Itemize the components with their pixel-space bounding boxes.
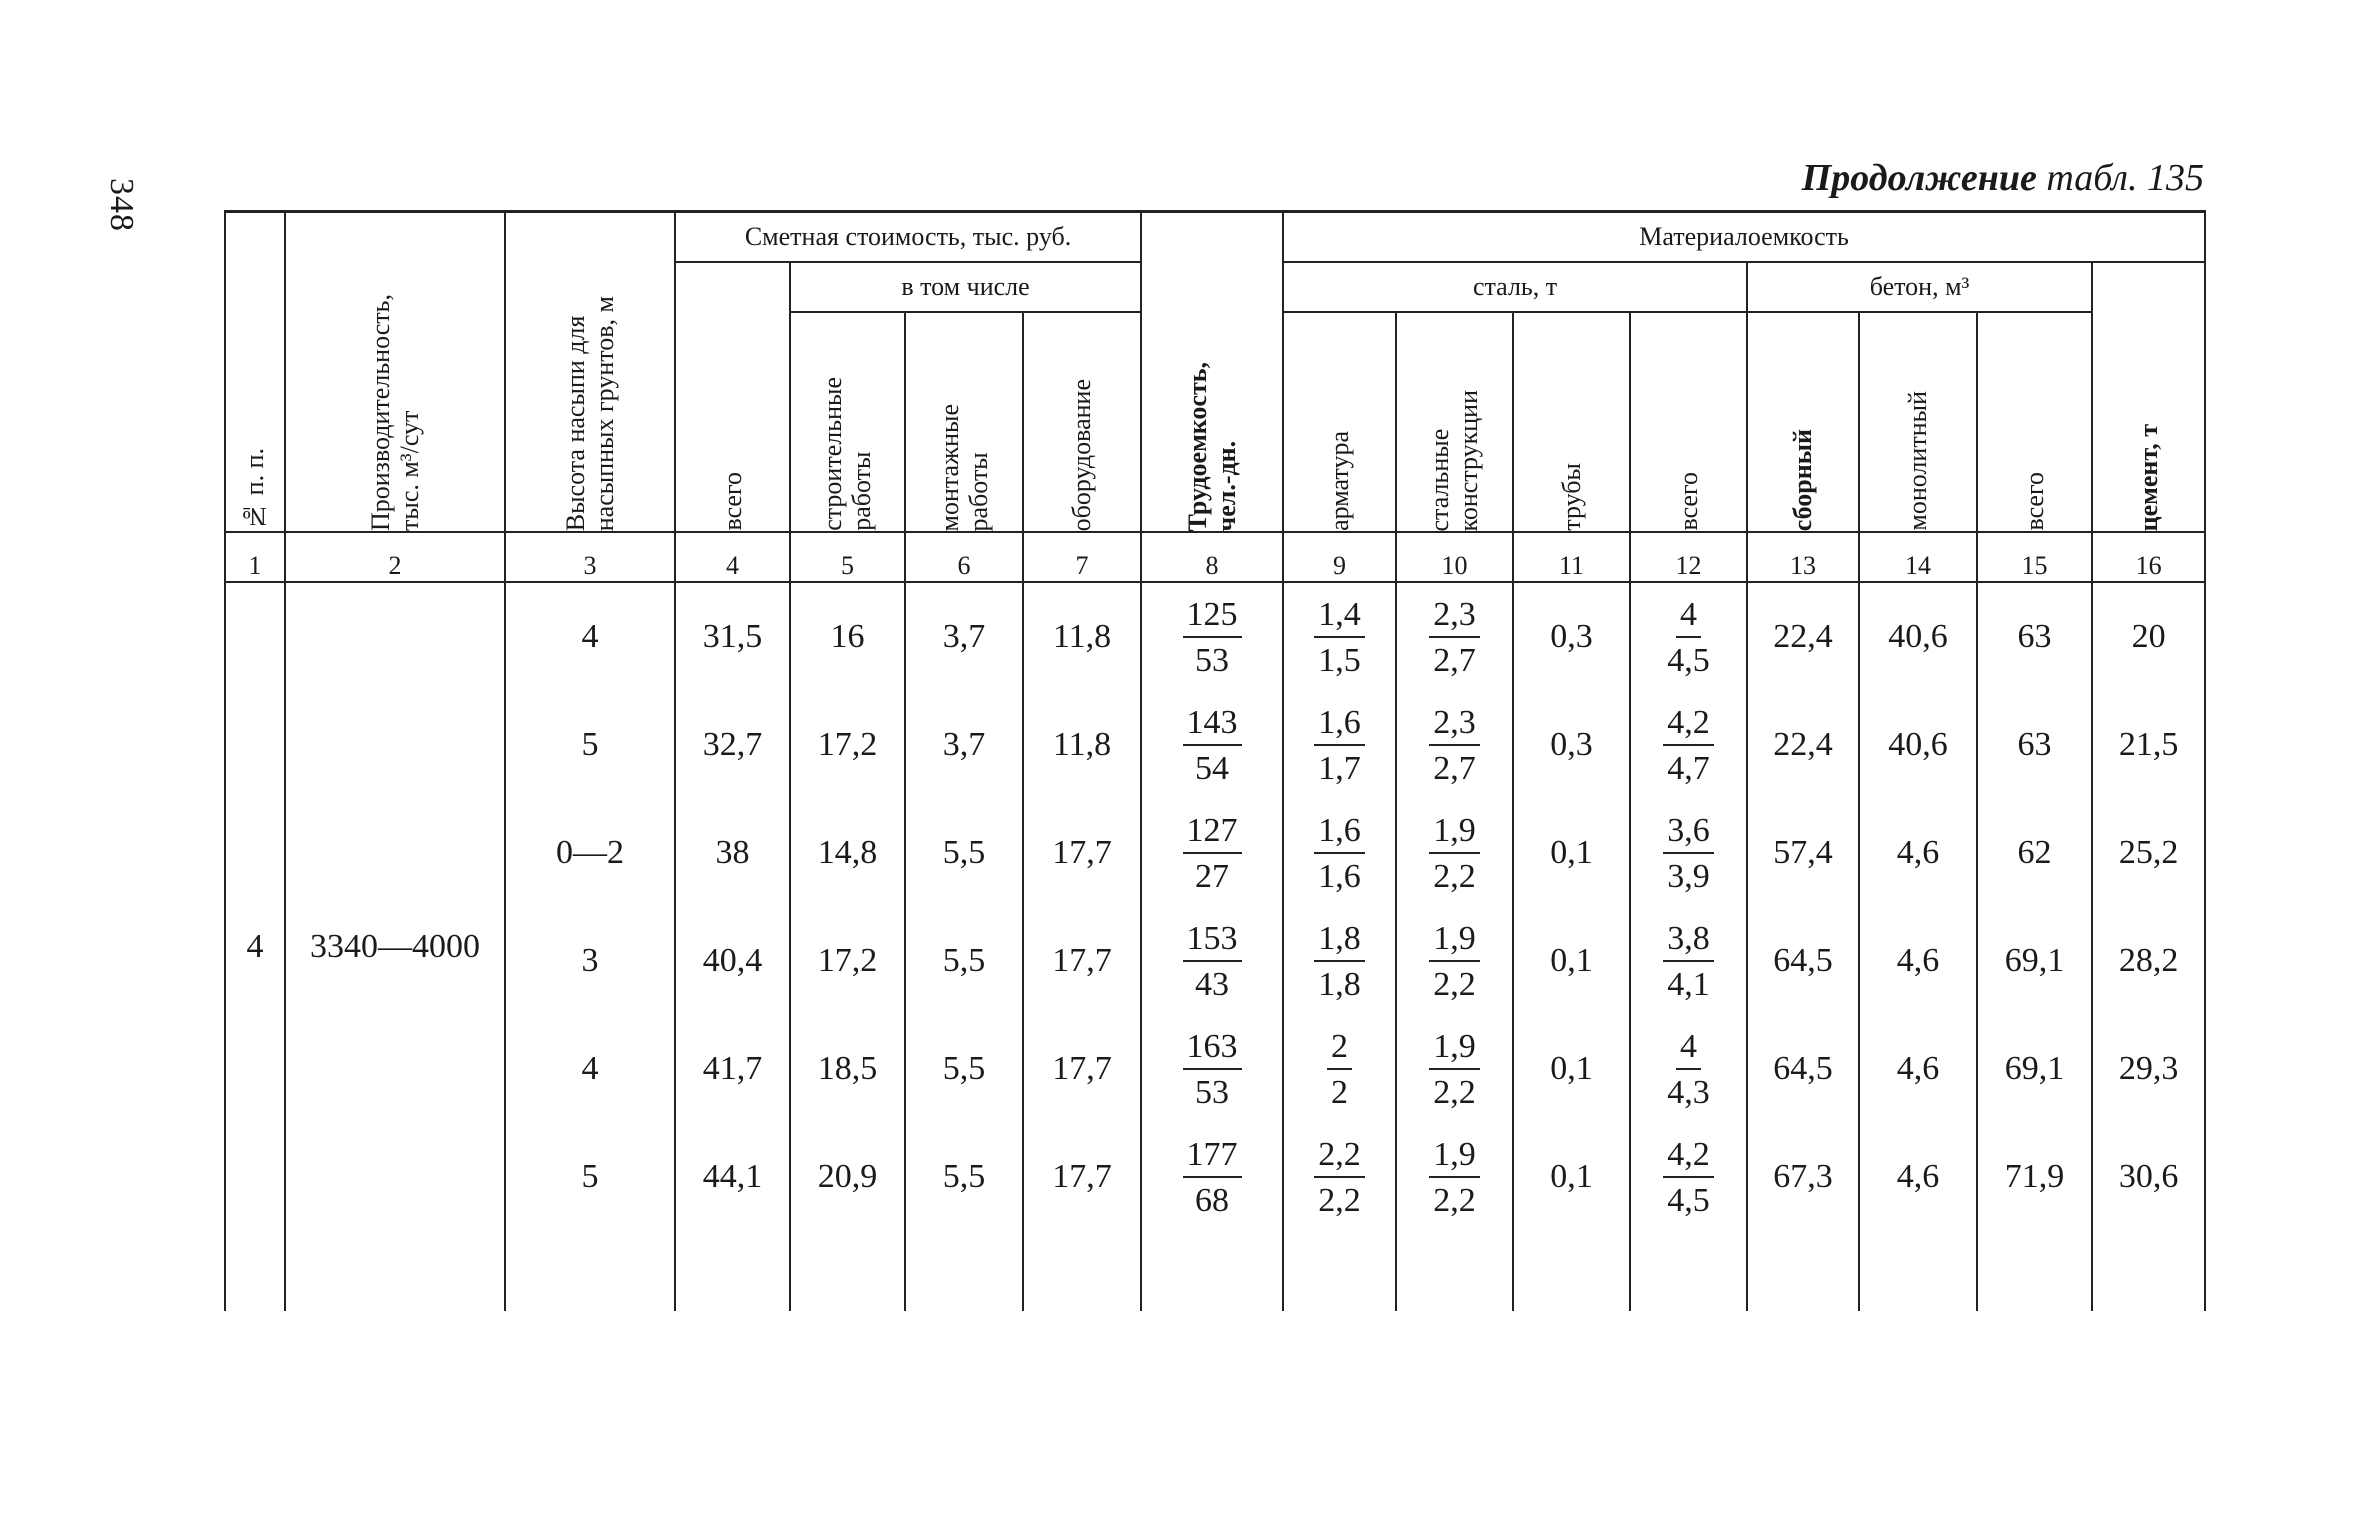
steel-structures-cell bbox=[1396, 1015, 1513, 1123]
height-cell: 0—2 bbox=[505, 799, 675, 907]
rebar-fraction-denominator: 1,6 bbox=[1318, 857, 1361, 895]
header-cost-total: всего bbox=[675, 262, 790, 532]
height-cell: 5 bbox=[505, 691, 675, 799]
steel-structures-fraction-denominator: 2,7 bbox=[1433, 749, 1476, 787]
concrete-total-cell: 71,9 bbox=[1977, 1123, 2092, 1231]
monolith-cell: 4,6 bbox=[1859, 1015, 1977, 1123]
header-pipes: трубы bbox=[1513, 312, 1630, 532]
labor-cell bbox=[1141, 1015, 1283, 1123]
labor-fraction-numerator: 125 bbox=[1183, 597, 1242, 638]
steel-total-cell bbox=[1630, 799, 1747, 907]
empty-cell bbox=[1023, 1231, 1141, 1311]
empty-cell bbox=[790, 1231, 905, 1311]
column-number: 11 bbox=[1513, 532, 1630, 582]
rebar-cell bbox=[1283, 1123, 1396, 1231]
header-subgroup-steel: сталь, т bbox=[1283, 262, 1747, 312]
empty-cell bbox=[675, 1231, 790, 1311]
labor-fraction-denominator: 27 bbox=[1195, 857, 1230, 895]
steel-total-cell bbox=[1630, 691, 1747, 799]
labor-fraction-denominator: 68 bbox=[1195, 1181, 1230, 1219]
steel-total-fraction bbox=[1663, 705, 1714, 786]
table-row bbox=[225, 1015, 2205, 1123]
rebar-fraction bbox=[1314, 921, 1365, 1002]
column-number: 4 bbox=[675, 532, 790, 582]
monolith-cell: 4,6 bbox=[1859, 1123, 1977, 1231]
precast-cell: 67,3 bbox=[1747, 1123, 1859, 1231]
rebar-fraction-denominator: 2 bbox=[1331, 1073, 1349, 1111]
equipment-cell: 11,8 bbox=[1023, 582, 1141, 691]
rebar-fraction bbox=[1314, 705, 1365, 786]
labor-fraction bbox=[1183, 1137, 1242, 1218]
labor-fraction bbox=[1183, 705, 1242, 786]
empty-cell bbox=[1747, 1231, 1859, 1311]
column-numbers-row bbox=[225, 532, 2205, 582]
column-number: 15 bbox=[1977, 532, 2092, 582]
cost-total-cell: 32,7 bbox=[675, 691, 790, 799]
mounting-cell: 3,7 bbox=[905, 582, 1023, 691]
page-number: 348 bbox=[103, 178, 140, 232]
precast-cell: 64,5 bbox=[1747, 907, 1859, 1015]
cement-cell: 30,6 bbox=[2092, 1123, 2205, 1231]
table-caption bbox=[1802, 156, 2204, 200]
steel-total-fraction bbox=[1663, 921, 1714, 1002]
construction-cell: 18,5 bbox=[790, 1015, 905, 1123]
steel-total-fraction-denominator: 4,5 bbox=[1667, 1181, 1710, 1219]
monolith-cell: 40,6 bbox=[1859, 691, 1977, 799]
steel-structures-fraction-numerator: 1,9 bbox=[1429, 1029, 1480, 1070]
steel-structures-fraction-numerator: 1,9 bbox=[1429, 813, 1480, 854]
mounting-cell: 5,5 bbox=[905, 1015, 1023, 1123]
empty-cell bbox=[1513, 1231, 1630, 1311]
labor-fraction bbox=[1183, 597, 1242, 678]
header-rebar: арматура bbox=[1283, 312, 1396, 532]
pipes-cell: 0,1 bbox=[1513, 799, 1630, 907]
steel-total-cell bbox=[1630, 907, 1747, 1015]
cost-total-cell: 38 bbox=[675, 799, 790, 907]
column-number: 12 bbox=[1630, 532, 1747, 582]
equipment-cell: 17,7 bbox=[1023, 907, 1141, 1015]
construction-cell: 17,2 bbox=[790, 691, 905, 799]
steel-structures-cell bbox=[1396, 582, 1513, 691]
mounting-cell: 5,5 bbox=[905, 907, 1023, 1015]
cement-cell: 21,5 bbox=[2092, 691, 2205, 799]
column-number: 8 bbox=[1141, 532, 1283, 582]
steel-structures-cell bbox=[1396, 907, 1513, 1015]
concrete-total-cell: 69,1 bbox=[1977, 1015, 2092, 1123]
equipment-cell: 11,8 bbox=[1023, 691, 1141, 799]
steel-structures-fraction-numerator: 2,3 bbox=[1429, 597, 1480, 638]
precast-cell: 22,4 bbox=[1747, 691, 1859, 799]
steel-structures-fraction-numerator: 2,3 bbox=[1429, 705, 1480, 746]
monolith-cell: 40,6 bbox=[1859, 582, 1977, 691]
table-row bbox=[225, 799, 2205, 907]
steel-total-fraction bbox=[1663, 813, 1714, 894]
equipment-cell: 17,7 bbox=[1023, 799, 1141, 907]
steel-structures-fraction bbox=[1429, 921, 1480, 1002]
height-cell: 4 bbox=[505, 1015, 675, 1123]
pipes-cell: 0,3 bbox=[1513, 691, 1630, 799]
construction-cell: 20,9 bbox=[790, 1123, 905, 1231]
labor-fraction-denominator: 43 bbox=[1195, 965, 1230, 1003]
header-group-cost: Сметная стоимость, тыс. руб. bbox=[675, 212, 1141, 263]
rebar-cell bbox=[1283, 799, 1396, 907]
header-subgroup-incl: в том числе bbox=[790, 262, 1141, 312]
rebar-fraction bbox=[1314, 597, 1365, 678]
steel-structures-fraction-numerator: 1,9 bbox=[1429, 1137, 1480, 1178]
rebar-fraction-denominator: 1,7 bbox=[1318, 749, 1361, 787]
steel-structures-fraction-denominator: 2,2 bbox=[1433, 965, 1476, 1003]
steel-total-fraction-numerator: 4 bbox=[1676, 597, 1701, 638]
header-no: № п. п. bbox=[225, 212, 285, 533]
rebar-fraction-denominator: 1,5 bbox=[1318, 641, 1361, 679]
caption-rest: табл. 135 bbox=[2046, 157, 2204, 199]
header-group-material: Материалоемкость bbox=[1283, 212, 2205, 263]
construction-cell: 16 bbox=[790, 582, 905, 691]
cost-total-cell: 41,7 bbox=[675, 1015, 790, 1123]
rebar-fraction-denominator: 2,2 bbox=[1318, 1181, 1361, 1219]
empty-cell bbox=[1630, 1231, 1747, 1311]
steel-structures-fraction-denominator: 2,2 bbox=[1433, 1073, 1476, 1111]
rebar-fraction-numerator: 1,4 bbox=[1314, 597, 1365, 638]
mounting-cell: 3,7 bbox=[905, 691, 1023, 799]
steel-total-cell bbox=[1630, 1123, 1747, 1231]
table-body bbox=[225, 582, 2205, 1311]
rebar-fraction-numerator: 1,6 bbox=[1314, 705, 1365, 746]
steel-structures-fraction-numerator: 1,9 bbox=[1429, 921, 1480, 962]
table-row bbox=[225, 1123, 2205, 1231]
column-number: 14 bbox=[1859, 532, 1977, 582]
labor-fraction-numerator: 163 bbox=[1183, 1029, 1242, 1070]
steel-total-fraction-denominator: 4,3 bbox=[1667, 1073, 1710, 1111]
rebar-fraction bbox=[1314, 813, 1365, 894]
cement-cell: 25,2 bbox=[2092, 799, 2205, 907]
empty-cell bbox=[2092, 1231, 2205, 1311]
steel-total-fraction bbox=[1667, 1029, 1710, 1110]
steel-total-fraction bbox=[1663, 1137, 1714, 1218]
labor-cell bbox=[1141, 799, 1283, 907]
labor-fraction bbox=[1183, 1029, 1242, 1110]
steel-structures-cell bbox=[1396, 799, 1513, 907]
rebar-cell bbox=[1283, 907, 1396, 1015]
equipment-cell: 17,7 bbox=[1023, 1015, 1141, 1123]
header-productivity: Производительность, тыс. м³/сут bbox=[285, 212, 505, 533]
height-cell: 5 bbox=[505, 1123, 675, 1231]
table-spacer-row bbox=[225, 1231, 2205, 1311]
column-number: 6 bbox=[905, 532, 1023, 582]
cost-total-cell: 44,1 bbox=[675, 1123, 790, 1231]
steel-structures-fraction bbox=[1429, 1029, 1480, 1110]
cost-total-cell: 40,4 bbox=[675, 907, 790, 1015]
steel-total-fraction-numerator: 4 bbox=[1676, 1029, 1701, 1070]
rebar-fraction-numerator: 2 bbox=[1327, 1029, 1352, 1070]
concrete-total-cell: 69,1 bbox=[1977, 907, 2092, 1015]
steel-structures-fraction bbox=[1429, 813, 1480, 894]
labor-fraction-numerator: 177 bbox=[1183, 1137, 1242, 1178]
empty-cell bbox=[1396, 1231, 1513, 1311]
header-construction: строительные работы bbox=[790, 312, 905, 532]
steel-total-cell bbox=[1630, 1015, 1747, 1123]
precast-cell: 57,4 bbox=[1747, 799, 1859, 907]
steel-structures-fraction bbox=[1429, 705, 1480, 786]
mounting-cell: 5,5 bbox=[905, 799, 1023, 907]
material-cost-table bbox=[224, 210, 2206, 1311]
empty-cell bbox=[505, 1231, 675, 1311]
cost-total-cell: 31,5 bbox=[675, 582, 790, 691]
header-steel-total: всего bbox=[1630, 312, 1747, 532]
steel-structures-fraction bbox=[1429, 597, 1480, 678]
steel-total-fraction-denominator: 4,1 bbox=[1667, 965, 1710, 1003]
concrete-total-cell: 62 bbox=[1977, 799, 2092, 907]
monolith-cell: 4,6 bbox=[1859, 907, 1977, 1015]
rebar-cell bbox=[1283, 691, 1396, 799]
steel-total-fraction-numerator: 4,2 bbox=[1663, 705, 1714, 746]
steel-total-fraction-numerator: 3,6 bbox=[1663, 813, 1714, 854]
table-row bbox=[225, 907, 2205, 1015]
caption-bold: Продолжение bbox=[1801, 157, 2037, 199]
header-concrete-total: всего bbox=[1977, 312, 2092, 532]
steel-total-fraction-denominator: 4,5 bbox=[1667, 641, 1710, 679]
cement-cell: 29,3 bbox=[2092, 1015, 2205, 1123]
labor-fraction-denominator: 53 bbox=[1195, 1073, 1230, 1111]
empty-cell bbox=[1141, 1231, 1283, 1311]
rebar-fraction-numerator: 1,6 bbox=[1314, 813, 1365, 854]
steel-total-fraction-numerator: 3,8 bbox=[1663, 921, 1714, 962]
header-labor: Трудоемкость, чел.-дн. bbox=[1141, 212, 1283, 533]
column-number: 9 bbox=[1283, 532, 1396, 582]
pipes-cell: 0,1 bbox=[1513, 1015, 1630, 1123]
column-number: 5 bbox=[790, 532, 905, 582]
rebar-fraction bbox=[1314, 1137, 1365, 1218]
steel-structures-cell bbox=[1396, 1123, 1513, 1231]
steel-total-fraction-denominator: 4,7 bbox=[1667, 749, 1710, 787]
height-cell: 4 bbox=[505, 582, 675, 691]
header-height: Высота насыпи для насыпных грунтов, м bbox=[505, 212, 675, 533]
precast-cell: 22,4 bbox=[1747, 582, 1859, 691]
column-number: 16 bbox=[2092, 532, 2205, 582]
labor-cell bbox=[1141, 1123, 1283, 1231]
header-equipment: оборудование bbox=[1023, 312, 1141, 532]
column-number: 7 bbox=[1023, 532, 1141, 582]
group-number-cell: 4 bbox=[225, 582, 285, 1311]
rebar-fraction-numerator: 1,8 bbox=[1314, 921, 1365, 962]
construction-cell: 14,8 bbox=[790, 799, 905, 907]
steel-structures-fraction-denominator: 2,2 bbox=[1433, 857, 1476, 895]
column-number: 1 bbox=[225, 532, 285, 582]
labor-fraction-numerator: 127 bbox=[1183, 813, 1242, 854]
header-cement: цемент, т bbox=[2092, 262, 2205, 532]
labor-fraction-numerator: 143 bbox=[1183, 705, 1242, 746]
rebar-fraction-numerator: 2,2 bbox=[1314, 1137, 1365, 1178]
labor-fraction bbox=[1183, 921, 1242, 1002]
pipes-cell: 0,1 bbox=[1513, 1123, 1630, 1231]
steel-total-fraction-denominator: 3,9 bbox=[1667, 857, 1710, 895]
empty-cell bbox=[905, 1231, 1023, 1311]
header-steel-structures: стальные конструкции bbox=[1396, 312, 1513, 532]
precast-cell: 64,5 bbox=[1747, 1015, 1859, 1123]
steel-total-fraction-numerator: 4,2 bbox=[1663, 1137, 1714, 1178]
rebar-cell bbox=[1283, 582, 1396, 691]
rebar-fraction-denominator: 1,8 bbox=[1318, 965, 1361, 1003]
mounting-cell: 5,5 bbox=[905, 1123, 1023, 1231]
steel-total-fraction bbox=[1667, 597, 1710, 678]
header-mounting: монтажные работы bbox=[905, 312, 1023, 532]
labor-fraction-denominator: 54 bbox=[1195, 749, 1230, 787]
steel-structures-fraction bbox=[1429, 1137, 1480, 1218]
empty-cell bbox=[1283, 1231, 1396, 1311]
table-row bbox=[225, 691, 2205, 799]
steel-structures-fraction-denominator: 2,7 bbox=[1433, 641, 1476, 679]
labor-cell bbox=[1141, 691, 1283, 799]
column-number: 10 bbox=[1396, 532, 1513, 582]
header-subgroup-concrete: бетон, м³ bbox=[1747, 262, 2092, 312]
labor-fraction-denominator: 53 bbox=[1195, 641, 1230, 679]
table-row bbox=[225, 582, 2205, 691]
labor-cell bbox=[1141, 582, 1283, 691]
rebar-cell bbox=[1283, 1015, 1396, 1123]
monolith-cell: 4,6 bbox=[1859, 799, 1977, 907]
concrete-total-cell: 63 bbox=[1977, 582, 2092, 691]
steel-total-cell bbox=[1630, 582, 1747, 691]
column-number: 2 bbox=[285, 532, 505, 582]
empty-cell bbox=[1977, 1231, 2092, 1311]
cement-cell: 28,2 bbox=[2092, 907, 2205, 1015]
rebar-fraction bbox=[1327, 1029, 1352, 1110]
labor-fraction bbox=[1183, 813, 1242, 894]
construction-cell: 17,2 bbox=[790, 907, 905, 1015]
labor-cell bbox=[1141, 907, 1283, 1015]
equipment-cell: 17,7 bbox=[1023, 1123, 1141, 1231]
header-precast: сборный bbox=[1747, 312, 1859, 532]
group-productivity-cell: 3340—4000 bbox=[285, 582, 505, 1311]
empty-cell bbox=[1859, 1231, 1977, 1311]
column-number: 13 bbox=[1747, 532, 1859, 582]
concrete-total-cell: 63 bbox=[1977, 691, 2092, 799]
steel-structures-fraction-denominator: 2,2 bbox=[1433, 1181, 1476, 1219]
pipes-cell: 0,1 bbox=[1513, 907, 1630, 1015]
header-monolith: монолитный bbox=[1859, 312, 1977, 532]
column-number: 3 bbox=[505, 532, 675, 582]
steel-structures-cell bbox=[1396, 691, 1513, 799]
labor-fraction-numerator: 153 bbox=[1183, 921, 1242, 962]
height-cell: 3 bbox=[505, 907, 675, 1015]
cement-cell: 20 bbox=[2092, 582, 2205, 691]
pipes-cell: 0,3 bbox=[1513, 582, 1630, 691]
